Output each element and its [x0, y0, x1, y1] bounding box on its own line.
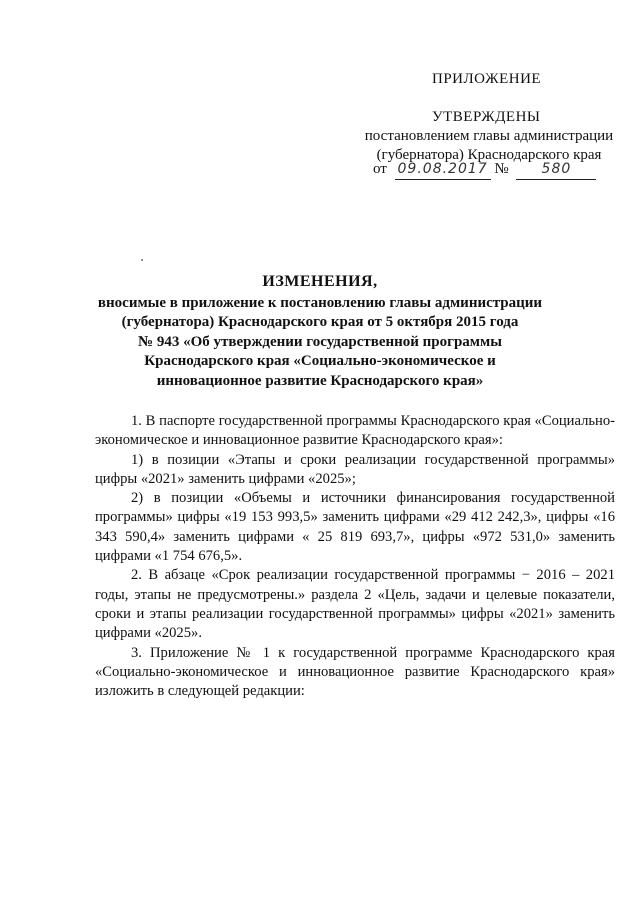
handwritten-date: 09.08.2017	[395, 160, 491, 180]
approved-heading: УТВЕРЖДЕНЫ	[432, 109, 541, 125]
document-title	[80, 272, 560, 391]
paragraph-1: 1. В паспорте государственной программы Краснодарского края «Социально-экономическое и инновационное развитие Краснодарского края»:	[95, 413, 615, 449]
date-number-line	[373, 160, 596, 180]
approved-by-line: (губернатора) Краснодарского края	[376, 147, 602, 163]
approved-by-line: постановлением главы администрации	[364, 128, 614, 144]
scan-speck	[141, 259, 143, 261]
number-prefix: №	[494, 161, 509, 177]
title-line: Краснодарского края «Социально-экономическое и	[144, 353, 496, 369]
title-line: инновационное развитие Краснодарского края»	[156, 372, 484, 389]
title-main: ИЗМЕНЕНИЯ,	[262, 273, 378, 290]
title-line: вносимые в приложение к постановлению главы администрации	[97, 294, 543, 311]
annex-heading: ПРИЛОЖЕНИЕ	[432, 71, 542, 87]
handwritten-number: 580	[516, 160, 596, 180]
date-prefix: от	[373, 161, 387, 177]
paragraph-3: 3. Приложение № 1 к государственной программе Краснодарского края «Социально-экономическое и инновационное развитие Краснодарского края» изложить в следующей редакции:	[95, 644, 615, 700]
document-body	[95, 412, 615, 701]
paragraph-1-item-1: 1) в позиции «Этапы и сроки реализации государственной программы» цифры «2021» заменить цифрами «2025»;	[95, 451, 615, 487]
title-line: № 943 «Об утверждении государственной программы	[138, 333, 502, 350]
paragraph-1-item-2: 2) в позиции «Объемы и источники финансирования государственной программы» цифры «19 153 993,5» заменить цифрами «29 412 242,3», цифры «16 343 590,4» заменить цифрами « 25 819 693,7», цифры «972 531,0» заменить цифрами «1 754 676,5».	[95, 490, 615, 565]
title-line: (губернатора) Краснодарского края от 5 октября 2015 года	[121, 314, 519, 330]
paragraph-2: 2. В абзаце «Срок реализации государственной программы − 2016 – 2021 годы, этапы не предусмотрены.» раздела 2 «Цель, задачи и целевые показатели, сроки и этапы реализации государственной программы» цифры «2021» заменить цифрами «2025».	[95, 567, 615, 642]
